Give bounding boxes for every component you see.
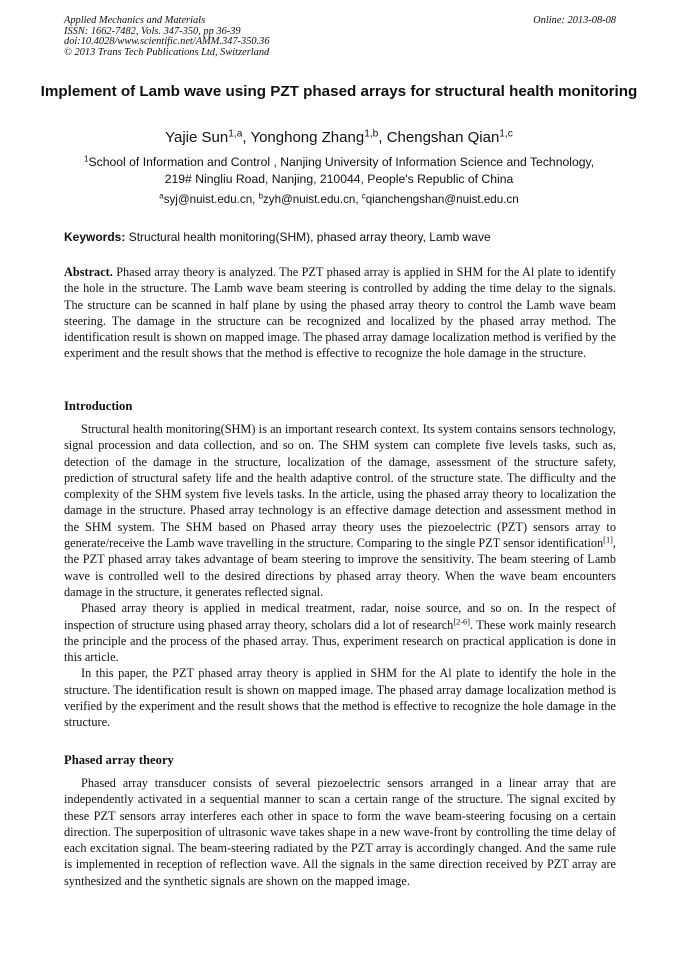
keywords-text: Structural health monitoring(SHM), phased array theory, Lamb wave	[128, 230, 491, 244]
keywords	[64, 229, 616, 245]
affiliation-line-1: $^1$School of Information and Control , Nanjing University of Information Science and Technology,	[83, 153, 595, 169]
author: Yonghong Zhang$^{1,b}$,	[250, 128, 387, 146]
email: $^c$qianchengshan@nuist.edu.cn	[361, 191, 519, 206]
journal-doi: doi:10.4028/www.scientific.net/AMM.347-350.36	[64, 36, 270, 48]
author-list	[40, 129, 638, 147]
section-heading-phased-array: Phased array theory	[64, 753, 174, 767]
paragraph: Phased array transducer consists of several piezoelectric sensors arranged in a linear array that are independently activated in a sequential manner to scan a certain range of the structure. The signal excited by these PZT sensors array interferes each other in space to form the wave beam-steering focusing on a certain direction. The superposition of ultrasonic wave takes shape in a new wave-front by controlling the time delay of each excitation signal. The beam-steering radiated by the PZT array is accordingly changed. And the same rule is implemented in reception of reflection wave. All the signals in the same direction received by PZT array are synthesized and the synthetic signals are shown on the mapped image.	[64, 776, 616, 888]
phased-array-body	[64, 775, 616, 889]
paragraph: Structural health monitoring(SHM) is an important research context. Its system contains sensors technology, signal procession and data collection, and so on. The SHM system can complete five levels tasks, such as, detection of the damage in the structure, localization of the damage, assessment of the structure safety, prediction of structural safety life and the health adaptive control. of the structure state. The difficulty and the complexity of the SHM system five levels tasks. In the article, using the phased array theory to localization the damage in the structure. Phased array technology is an effective damage detection and assessment method in the SHM system. The SHM based on Phased array theory uses the piezoelectric (PZT) sensors array to generate/receive the Lamb wave travelling in the structure. Comparing to the single PZT sensor identification[1], the PZT phased array takes advantage of beam steering to improve the sensitivity. The beam steering of Lamb wave is controlled well to the desired directions by phased array theory. When the wave beam encounters damage in the structure, it generates reflected signal.	[64, 422, 616, 599]
email: $^b$zyh@nuist.edu.cn,	[258, 191, 362, 206]
journal-issn: ISSN: 1662-7482, Vols. 347-350, pp 36-39	[64, 25, 241, 37]
keywords-label: Keywords:	[64, 230, 126, 244]
paper-title: Implement of Lamb wave using PZT phased arrays for structural health monitoring	[40, 83, 638, 100]
abstract	[64, 264, 616, 362]
email-list	[40, 192, 638, 208]
section-heading-introduction: Introduction	[64, 399, 133, 413]
citation: [2-6]	[453, 616, 471, 626]
journal-name: Applied Mechanics and Materials	[64, 15, 206, 26]
introduction-body	[64, 421, 616, 731]
abstract-text: Phased array theory is analyzed. The PZT phased array is applied in SHM for the Al plate to identify the hole in the structure. The Lamb wave beam steering is controlled by adding the time delay to the signals. The structure can be scanned in half plane by using the phased array theory to control the Lamb wave beam steering. The damage in the structure can be recognized and localized by the phased array method. The identification result is shown on mapped image. The phased array damage localization method is verified by the experiment and the result shows that the method is effective to recognize the hole damage in the structure.	[64, 265, 616, 361]
email: $^a$syj@nuist.edu.cn,	[159, 191, 259, 206]
journal-copyright: © 2013 Trans Tech Publications Ltd, Switzerland	[64, 46, 270, 58]
citation: [1]	[603, 535, 613, 545]
author: Chengshan Qian$^{1,c}$	[386, 128, 513, 146]
online-date: Online: 2013-08-08	[533, 15, 616, 26]
abstract-label: Abstract.	[64, 265, 113, 279]
paragraph: In this paper, the PZT phased array theory is applied in SHM for the Al plate to identify the hole in the structure. The identification result is shown on mapped image. The phased array damage localization method is verified by the experiment and the result shows that the method is effective to recognize the hole damage in the structure.	[64, 666, 616, 730]
affiliation-line-2: 219# Ningliu Road, Nanjing, 210044, People's Republic of China	[164, 172, 514, 186]
affiliation	[40, 154, 638, 188]
paragraph: Phased array theory is applied in medical treatment, radar, noise source, and so on. In the respect of inspection of structure using phased array theory, scholars did a lot of research[2-6]. These work mainly research the principle and the process of the phased array. Thus, experiment research on practical application is done in this article.	[64, 601, 616, 665]
author: Yajie Sun$^{1,a}$,	[165, 128, 251, 146]
journal-header	[64, 16, 616, 58]
